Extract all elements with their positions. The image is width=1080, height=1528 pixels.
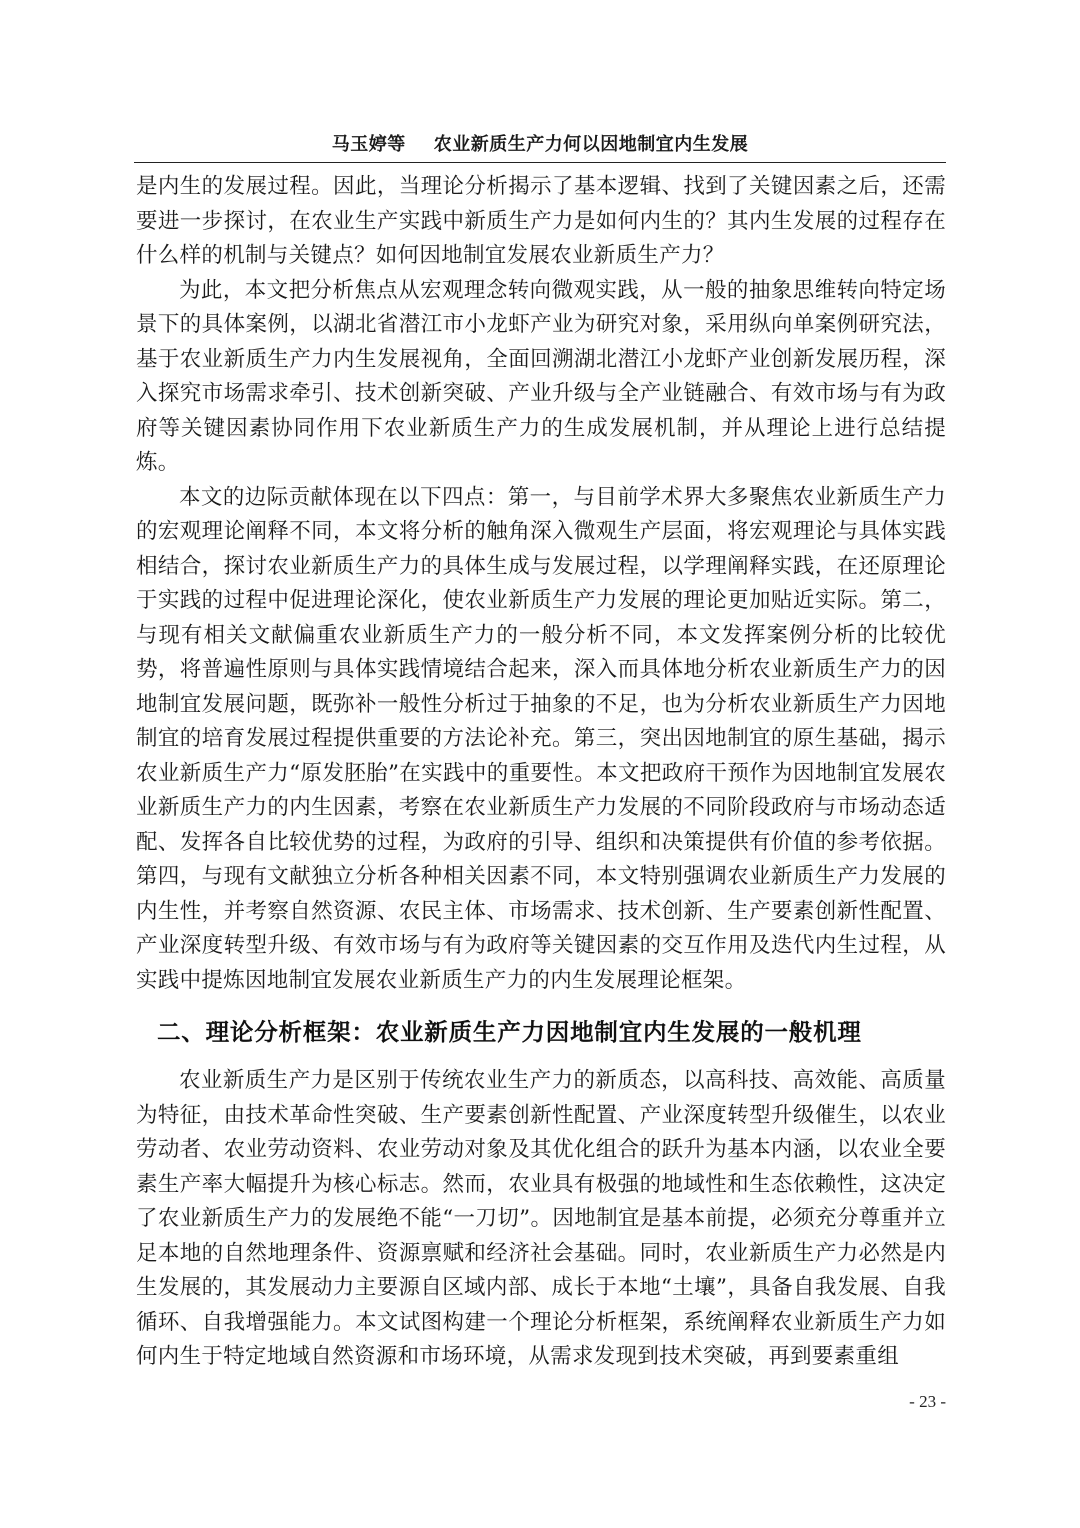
paragraph-framework: 农业新质生产力是区别于传统农业生产力的新质态，以高科技、高效能、高质量为特征，由技术革命性突破、生产要素创新性配置、产业深度转型升级催生，以农业劳动者、农业劳动资料、农业劳动对象及其优化组合的跃升为基本内涵，以农业全要素生产率大幅提升为核心标志。然而，农业具有极强的地域性和生态依赖性，这决定了农业新质生产力的发展绝不能“一刀切”。因地制宜是基本前提，必须充分尊重并立足本地的自然地理条件、资源禀赋和经济社会基础。同时，农业新质生产力必然是内生发展的，其发展动力主要源自区域内部、成长于本地“土壤”，具备自我发展、自我循环、自我增强能力。本文试图构建一个理论分析框架，系统阐释农业新质生产力如何内生于特定地域自然资源和市场环境，从需求发现到技术突破，再到要素重组: [136, 1068, 946, 1369]
section-heading: 二、理论分析框架：农业新质生产力因地制宜内生发展的一般机理: [157, 1018, 862, 1046]
header-title: 农业新质生产力何以因地制宜内生发展: [433, 134, 749, 155]
page-number: - 23 -: [909, 1392, 946, 1411]
body-content: [136, 170, 946, 1375]
running-header: [134, 128, 946, 163]
header-authors: 马玉婷等: [331, 134, 406, 155]
paragraph-continuation: 是内生的发展过程。因此，当理论分析揭示了基本逻辑、找到了关键因素之后，还需要进一步探讨，在农业生产实践中新质生产力是如何内生的？其内生发展的过程存在什么样的机制与关键点？如何因地制宜发展农业新质生产力？: [136, 174, 946, 268]
paragraph-contributions: 本文的边际贡献体现在以下四点：第一，与目前学术界大多聚焦农业新质生产力的宏观理论阐释不同，本文将分析的触角深入微观生产层面，将宏观理论与具体实践相结合，探讨农业新质生产力的具体生成与发展过程，以学理阐释实践，在还原理论于实践的过程中促进理论深化，使农业新质生产力发展的理论更加贴近实际。第二，与现有相关文献偏重农业新质生产力的一般分析不同，本文发挥案例分析的比较优势，将普遍性原则与具体实践情境结合起来，深入而具体地分析农业新质生产力的因地制宜发展问题，既弥补一般性分析过于抽象的不足，也为分析农业新质生产力因地制宜的培育发展过程提供重要的方法论补充。第三，突出因地制宜的原生基础，揭示农业新质生产力“原发胚胎”在实践中的重要性。本文把政府干预作为因地制宜发展农业新质生产力的内生因素，考察在农业新质生产力发展的不同阶段政府与市场动态适配、发挥各自比较优势的过程，为政府的引导、组织和决策提供有价值的参考依据。第四，与现有文献独立分析各种相关因素不同，本文特别强调农业新质生产力发展的内生性，并考察自然资源、农民主体、市场需求、技术创新、生产要素创新性配置、产业深度转型升级、有效市场与有为政府等关键因素的交互作用及迭代内生过程，从实践中提炼因地制宜发展农业新质生产力的内生发展理论框架。: [136, 484, 946, 993]
paragraph-research-focus: 为此，本文把分析焦点从宏观理念转向微观实践，从一般的抽象思维转向特定场景下的具体案例，以湖北省潜江市小龙虾产业为研究对象，采用纵向单案例研究法，基于农业新质生产力内生发展视角，全面回溯湖北潜江小龙虾产业创新发展历程，深入探究市场需求牵引、技术创新突破、产业升级与全产业链融合、有效市场与有为政府等关键因素协同作用下农业新质生产力的生成发展机制，并从理论上进行总结提炼。: [136, 277, 946, 475]
